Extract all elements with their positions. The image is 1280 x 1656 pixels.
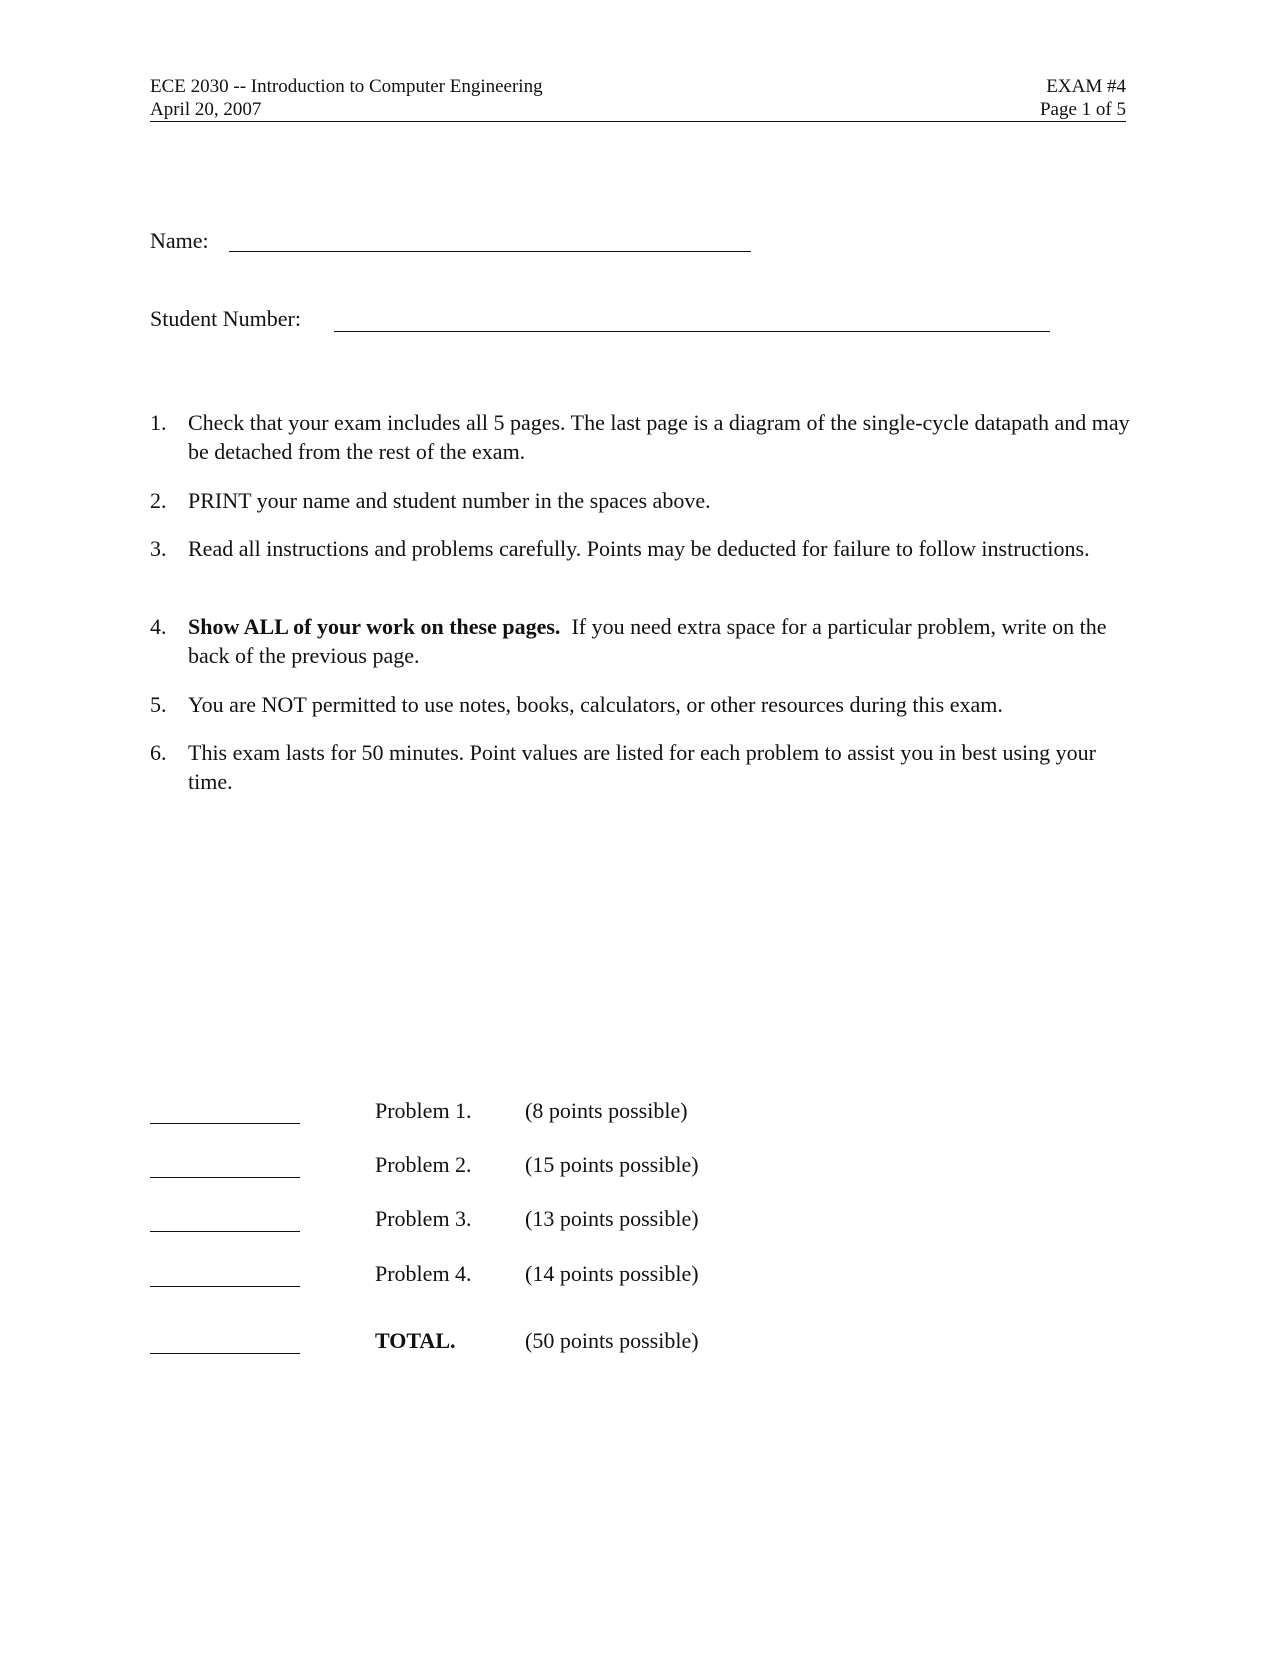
instruction-text (188, 612, 1130, 670)
problem-points: (8 points possible) (525, 1098, 688, 1123)
score-blank[interactable] (150, 1286, 300, 1287)
name-label: Name: (150, 228, 209, 253)
score-blank[interactable] (150, 1123, 300, 1124)
instruction-text: PRINT your name and student number in the spaces above. (188, 488, 711, 513)
score-blank[interactable] (150, 1353, 300, 1354)
name-field[interactable] (229, 251, 751, 252)
instruction-item (150, 612, 1130, 670)
instruction-item (150, 534, 1130, 563)
instruction-text: This exam lasts for 50 minutes. Point values are listed for each problem to assist you in best using your time. (188, 740, 1096, 794)
total-label: TOTAL. (375, 1328, 456, 1353)
score-blank[interactable] (150, 1231, 300, 1232)
header-rule (150, 121, 1126, 122)
problem-points: (13 points possible) (525, 1206, 699, 1231)
instruction-text-rest: If you need extra space for a particular problem, write on the back of the previous page. (188, 614, 1113, 668)
instruction-emphasis: Show ALL of your work on these pages. (188, 614, 561, 639)
instruction-number: 4. (150, 614, 167, 639)
instruction-item (150, 408, 1130, 466)
instruction-item (150, 486, 1130, 515)
total-points: (50 points possible) (525, 1328, 699, 1353)
score-blank[interactable] (150, 1177, 300, 1178)
page-indicator: Page 1 of 5 (1039, 99, 1126, 120)
instruction-number: 3. (150, 536, 167, 561)
instruction-number: 6. (150, 740, 167, 765)
course-title: ECE 2030 -- Introduction to Computer Engineering (150, 76, 543, 97)
instruction-number: 5. (150, 692, 167, 717)
student-number-field[interactable] (334, 331, 1050, 332)
exam-number: EXAM #4 (1046, 76, 1126, 97)
problem-label: Problem 4. (375, 1261, 472, 1286)
problem-points: (14 points possible) (525, 1261, 699, 1286)
instruction-number: 2. (150, 488, 167, 513)
problem-label: Problem 2. (375, 1152, 472, 1177)
instruction-text: Check that your exam includes all 5 pages. The last page is a diagram of the single-cycle datapath and may be detached from the rest of the exam. (188, 410, 1130, 464)
instruction-item (150, 690, 1130, 719)
exam-date: April 20, 2007 (150, 99, 262, 120)
instruction-text: You are NOT permitted to use notes, books, calculators, or other resources during this exam. (188, 692, 1003, 717)
instruction-text: Read all instructions and problems carefully. Points may be deducted for failure to follow instructions. (188, 536, 1090, 561)
instruction-number: 1. (150, 410, 167, 435)
student-number-label: Student Number: (150, 306, 301, 331)
problem-label: Problem 3. (375, 1206, 472, 1231)
problem-points: (15 points possible) (525, 1152, 699, 1177)
problem-label: Problem 1. (375, 1098, 472, 1123)
instruction-item (150, 738, 1130, 796)
